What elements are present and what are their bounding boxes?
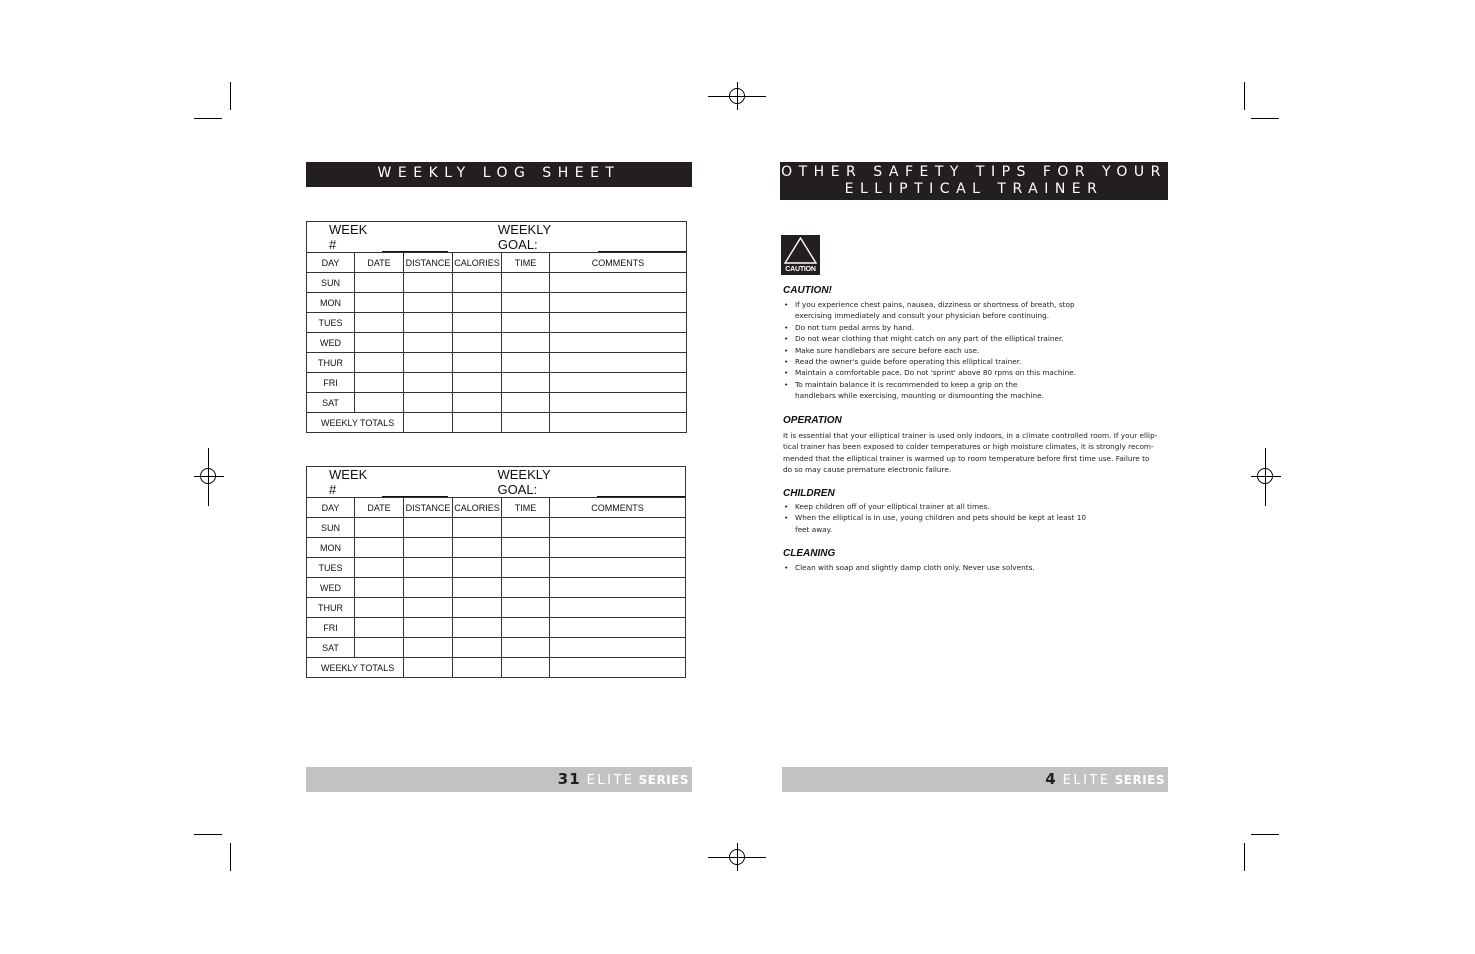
totals-row: [307, 658, 686, 678]
table-row: [307, 273, 687, 293]
caution-list: [783, 299, 1168, 402]
list-item: feet away.: [795, 524, 833, 534]
caution-sign-label: CAUTION: [785, 266, 816, 273]
day-label: MON: [307, 293, 355, 313]
column-header: DISTANCE: [404, 498, 453, 518]
week-number-blank: [382, 241, 448, 252]
paragraph-line: tical trainer has been exposed to colder temperatures or high moisture climates, it is strongly recom-: [783, 442, 1154, 452]
day-label: THUR: [307, 353, 355, 373]
weekly-totals-label: WEEKLY TOTALS: [307, 658, 404, 678]
page-title-weekly-log: WEEKLY LOG SHEET: [306, 162, 692, 187]
paragraph-line: mended that the elliptical trainer is warmed up to room temperature before first time use. Failure to: [783, 453, 1150, 463]
caution-sign-icon: [781, 235, 820, 275]
day-label: SUN: [307, 273, 355, 293]
list-item: • Do not wear clothing that might catch on any part of the elliptical trainer.: [783, 333, 1168, 344]
day-label: TUES: [307, 313, 355, 333]
table-row: [307, 333, 687, 353]
crop-mark: [1251, 118, 1279, 119]
column-header: DATE: [355, 253, 404, 273]
list-item: • Make sure handlebars are secure before each use.: [783, 345, 1168, 356]
section-heading-cleaning: CLEANING: [783, 548, 836, 559]
page-number: 31: [557, 770, 581, 788]
day-label: SAT: [307, 393, 355, 413]
week-number-label: WEEK #: [329, 222, 368, 252]
table-row: [307, 558, 686, 578]
operation-paragraph: [783, 430, 1168, 476]
weekly-goal-label: WEEKLY GOAL:: [497, 222, 551, 252]
week-number-blank: [382, 486, 448, 497]
weekly-goal-label: WEEKLY GOAL:: [497, 467, 551, 497]
list-item: • When the elliptical is in use, young children and pets should be kept at least 10: [783, 512, 1168, 523]
day-label: WED: [307, 578, 355, 598]
list-item: • Maintain a comfortable pace. Do not 'sprint' above 80 rpms on this machine.: [783, 367, 1168, 378]
brand-name: ELITE: [1062, 773, 1111, 788]
crop-mark: [1251, 834, 1279, 835]
list-item: • Do not turn pedal arms by hand.: [783, 322, 1168, 333]
table-row: [307, 313, 687, 333]
crop-mark: [1244, 843, 1245, 871]
column-header: DAY: [307, 253, 355, 273]
table-row: [307, 638, 686, 658]
paragraph-line: It is essential that your elliptical trainer is used only indoors, in a climate controlled room. If your ellip-: [783, 431, 1158, 440]
table-row: [307, 373, 687, 393]
table-row: [307, 598, 686, 618]
crop-mark: [194, 834, 222, 835]
list-item: • If you experience chest pains, nausea, dizziness or shortness of breath, stop: [783, 299, 1168, 310]
table-row: [307, 538, 686, 558]
table-row: [307, 618, 686, 638]
table-row: [307, 293, 687, 313]
column-header: CALORIES: [453, 498, 502, 518]
page-footer-left: [306, 767, 692, 792]
weekly-log-table: [306, 221, 687, 433]
table-row: [307, 518, 686, 538]
section-heading-children: CHILDREN: [783, 488, 835, 499]
day-label: SAT: [307, 638, 355, 658]
crop-mark: [1244, 82, 1245, 110]
totals-row: [307, 413, 687, 433]
crop-mark: [230, 82, 231, 110]
section-heading-operation: OPERATION: [783, 415, 842, 426]
column-header: DATE: [355, 498, 404, 518]
paragraph-line: do so may cause premature electronic failure.: [783, 465, 952, 475]
column-header: TIME: [502, 253, 550, 273]
column-header: TIME: [502, 498, 550, 518]
series-name: SERIES: [638, 773, 689, 787]
day-label: FRI: [307, 373, 355, 393]
day-label: WED: [307, 333, 355, 353]
column-header: DAY: [307, 498, 355, 518]
column-header: COMMENTS: [550, 253, 687, 273]
list-item: • Keep children off of your elliptical trainer at all times.: [783, 501, 1168, 512]
weekly-totals-label: WEEKLY TOTALS: [307, 413, 404, 433]
brand-name: ELITE: [586, 773, 635, 788]
weekly-goal-blank: [597, 486, 685, 497]
list-item: exercising immediately and consult your physician before continuing.: [795, 311, 1050, 321]
series-name: SERIES: [1114, 773, 1165, 787]
list-item: • Clean with soap and slightly damp cloth only. Never use solvents.: [783, 562, 1168, 573]
list-item: handlebars while exercising, mounting or dismounting the machine.: [795, 391, 1044, 401]
table-row: [307, 393, 687, 413]
crop-mark: [194, 118, 222, 119]
weekly-goal-blank: [598, 241, 686, 252]
list-item: • Read the owner's guide before operating this elliptical trainer.: [783, 356, 1168, 367]
children-list: [783, 501, 1168, 535]
column-header: COMMENTS: [550, 498, 686, 518]
page-footer-right: [782, 767, 1168, 792]
column-header: CALORIES: [453, 253, 502, 273]
page-title-safety-tips: OTHER SAFETY TIPS FOR YOUR ELLIPTICAL TRAINER: [780, 162, 1168, 200]
day-label: THUR: [307, 598, 355, 618]
day-label: TUES: [307, 558, 355, 578]
list-item: • To maintain balance it is recommended to keep a grip on the: [783, 379, 1168, 390]
page-number: 4: [1045, 770, 1057, 788]
day-label: SUN: [307, 518, 355, 538]
column-header: DISTANCE: [404, 253, 453, 273]
section-heading-caution: CAUTION!: [783, 285, 832, 296]
weekly-log-table: [306, 466, 686, 678]
table-row: [307, 353, 687, 373]
day-label: MON: [307, 538, 355, 558]
week-number-label: WEEK #: [329, 467, 368, 497]
table-row: [307, 578, 686, 598]
cleaning-list: [783, 562, 1168, 573]
day-label: FRI: [307, 618, 355, 638]
crop-mark: [230, 843, 231, 871]
